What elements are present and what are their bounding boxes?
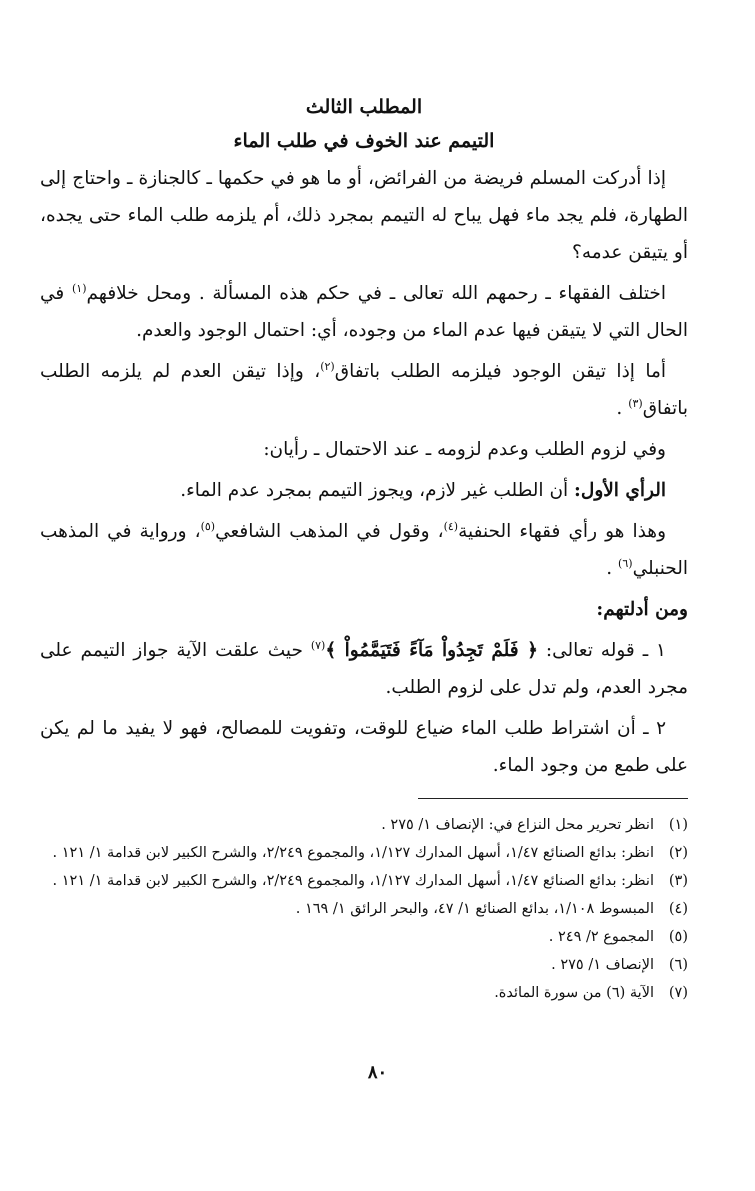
footnote-text: المجموع ٢/ ٢٤٩ . <box>548 929 654 945</box>
paragraph-3 <box>40 353 688 427</box>
footnote-number: (٢) <box>668 845 688 861</box>
footnote-item <box>40 979 688 1007</box>
footnote-number: (٣) <box>668 873 688 889</box>
paragraph-5-text: أن الطلب غير لازم، ويجوز التيمم بمجرد عدم الماء. <box>180 480 575 501</box>
section-title: المطلب الثالث <box>305 96 423 118</box>
evidence-heading: ومن أدلتهم: <box>596 599 688 620</box>
first-opinion-label: الرأي الأول: <box>574 480 666 501</box>
paragraph-1: إذا أدركت المسلم فريضة من الفرائض، أو ما هو في حكمها ـ كالجنازة ـ واحتاج إلى الطهارة، فلم يجد ماء فهل يباح له التيمم بمجرد ذلك، أم يلزمه طلب الماء حتى يجده، أو يتيقن عدمه؟ <box>40 168 688 263</box>
footnote-ref-6: (٦) <box>618 556 633 570</box>
footnote-text: انظر: بدائع الصنائع ١/٤٧، أسهل المدارك ١/١٢٧، والمجموع ٢/٢٤٩، والشرح الكبير لابن قدامة ١/ ١٢١ . <box>52 845 654 861</box>
paragraph-6-text-c: ، ورواية في المذهب الحنبلي <box>40 521 688 579</box>
paragraph-2-text-b: في الحال التي لا يتيقن فيها عدم الماء من وجوده، أي: احتمال الوجود والعدم. <box>40 283 688 341</box>
footnote-ref-7: (٧) <box>310 638 326 652</box>
footnote-item <box>40 923 688 951</box>
footnote-text: المبسوط ١/١٠٨، بدائع الصنائع ١/ ٤٧، والبحر الرائق ١/ ١٦٩ . <box>295 901 654 917</box>
footnote-number: (١) <box>668 817 688 833</box>
paragraph-6-text-d: . <box>606 558 619 579</box>
footnote-text: الإنصاف ١/ ٢٧٥ . <box>551 957 654 973</box>
footnote-item <box>40 895 688 923</box>
footnote-text: انظر تحرير محل النزاع في: الإنصاف ١/ ٢٧٥ . <box>381 817 654 833</box>
paragraph-8 <box>40 632 688 706</box>
paragraph-3-text-a: أما إذا تيقن الوجود فيلزمه الطلب باتفاق <box>334 361 667 382</box>
footnote-number: (٥) <box>668 929 688 945</box>
paragraph-6-text-a: وهذا هو رأي فقهاء الحنفية <box>458 521 666 542</box>
footnote-text: الآية (٦) من سورة المائدة. <box>494 985 654 1001</box>
paragraph-2 <box>40 275 688 349</box>
footnote-divider <box>418 798 688 799</box>
footnote-item <box>40 839 688 867</box>
quran-verse: ﴿ فَلَمْ تَجِدُواْ مَآءً فَتَيَمَّمُواْ ﴾ <box>325 640 538 661</box>
paragraph-6-text-b: ، وقول في المذهب الشافعي <box>215 521 444 542</box>
footnote-number: (٧) <box>668 985 688 1001</box>
footnote-item <box>40 867 688 895</box>
paragraph-4: وفي لزوم الطلب وعدم لزومه ـ عند الاحتمال ـ رأيان: <box>263 439 666 460</box>
footnote-item <box>40 811 688 839</box>
footnote-ref-5: (٥) <box>200 519 216 533</box>
paragraph-2-text-a: اختلف الفقهاء ـ رحمهم الله تعالى ـ في حكم هذه المسألة . ومحل خلافهم <box>86 283 666 304</box>
footnotes <box>40 811 688 1007</box>
page-body <box>40 92 688 1007</box>
footnote-ref-2: (٢) <box>320 359 335 373</box>
paragraph-3-text-c: . <box>616 398 629 419</box>
footnote-number: (٦) <box>668 957 688 973</box>
footnote-ref-3: (٣) <box>628 396 643 410</box>
footnote-ref-1: (١) <box>71 281 87 295</box>
page-number: ٨٠ <box>367 1062 388 1083</box>
footnote-text: انظر: بدائع الصنائع ١/٤٧، أسهل المدارك ١/١٢٧، والمجموع ٢/٢٤٩، والشرح الكبير لابن قدامة ١/ ١٢١ . <box>52 873 654 889</box>
footnote-item <box>40 951 688 979</box>
footnote-number: (٤) <box>668 901 688 917</box>
paragraph-8-text-b: حيث علقت الآية جواز التيمم على مجرد العدم، ولم تدل على لزوم الطلب. <box>40 640 688 698</box>
section-subtitle: التيمم عند الخوف في طلب الماء <box>233 130 495 152</box>
paragraph-8-text-a: ١ ـ قوله تعالى: <box>537 640 666 661</box>
paragraph-6 <box>40 513 688 587</box>
footnote-ref-4: (٤) <box>443 519 459 533</box>
paragraph-9: ٢ ـ أن اشتراط طلب الماء ضياع للوقت، وتفويت للمصالح، فهو لا يفيد ما لم يكن على طمع من وجود الماء. <box>40 718 688 776</box>
paragraph-5 <box>40 472 688 509</box>
paragraph-3-text-b: ، وإذا تيقن العدم لم يلزمه الطلب باتفاق <box>40 361 688 419</box>
